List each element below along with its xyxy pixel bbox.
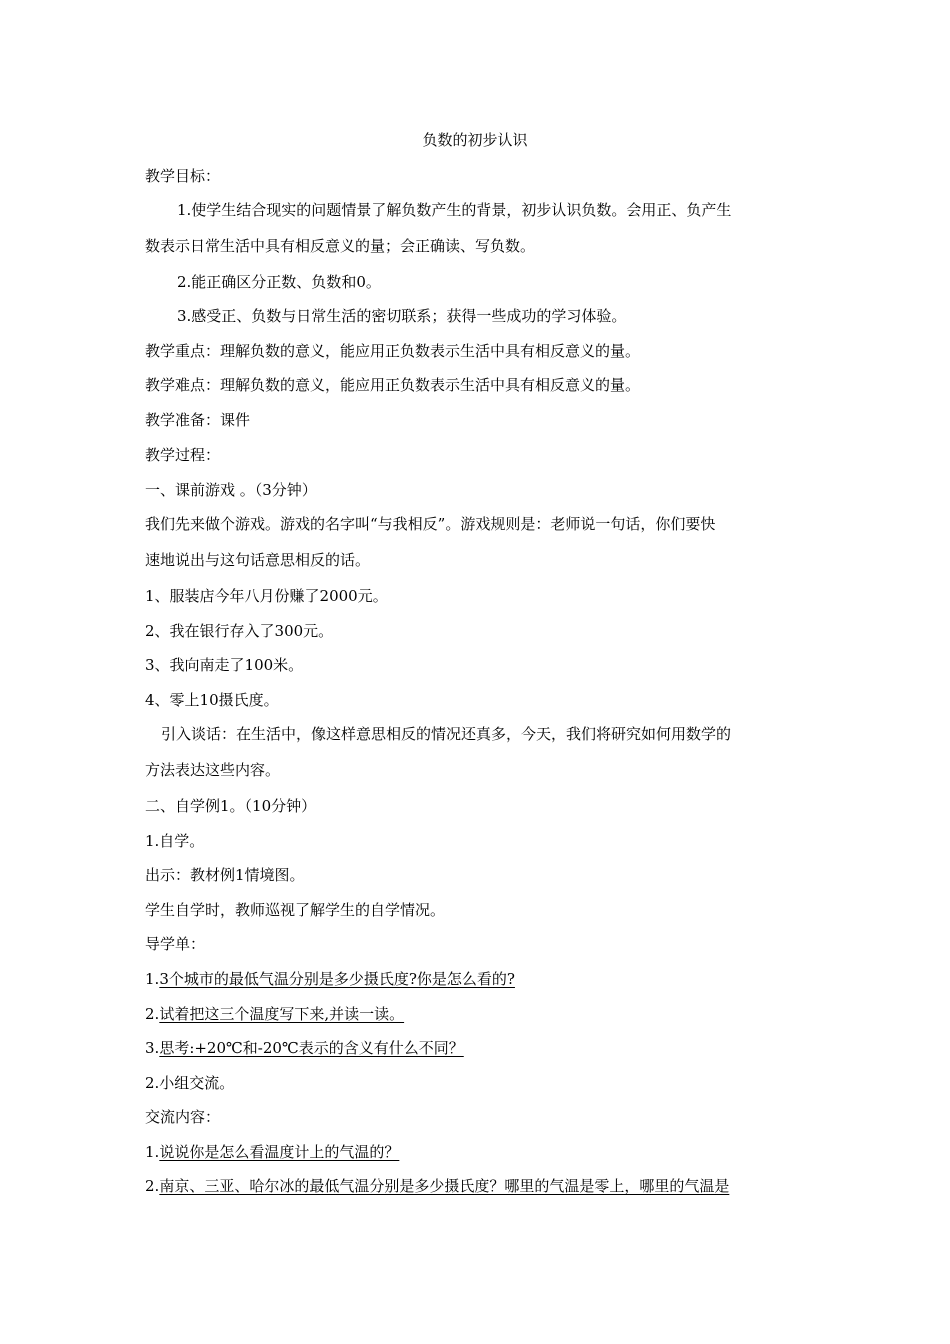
text-line: 我们先来做个游戏。游戏的名字叫“与我相反”。游戏规则是：老师说一句话，你们要快 — [145, 515, 716, 533]
item-number: 3. — [145, 1039, 160, 1057]
underlined-item — [145, 1038, 810, 1058]
item-number: 2. — [145, 1005, 160, 1023]
text-line: 交流内容： — [145, 1108, 221, 1126]
text-line: 数表示日常生活中具有相反意义的量；会正确读、写负数。 — [145, 237, 536, 255]
text-line: 导学单： — [145, 935, 206, 953]
item-number: 2. — [145, 1177, 160, 1195]
underlined-item — [145, 1004, 810, 1024]
list-item: 3、我向南走了100米。 — [145, 656, 304, 674]
list-item: 1、服装店今年八月份赚了2000元。 — [145, 587, 388, 605]
text-line: 方法表达这些内容。 — [145, 761, 281, 779]
item-number: 1. — [145, 970, 160, 988]
item-text: 说说你是怎么看温度计上的气温的？ — [159, 1143, 400, 1161]
list-item: 2、我在银行存入了300元。 — [145, 622, 334, 640]
item-number: 1. — [145, 1143, 160, 1161]
text-line: 3.感受正、负数与日常生活的密切联系；获得一些成功的学习体验。 — [177, 307, 627, 325]
text-line: 学生自学时，教师巡视了解学生的自学情况。 — [145, 901, 446, 919]
section-heading: 一、课前游戏 。（3分钟） — [145, 481, 317, 499]
underlined-item — [145, 969, 810, 989]
text-line: 教学难点：理解负数的意义，能应用正负数表示生活中具有相反意义的量。 — [145, 376, 641, 394]
item-text: 3个城市的最低气温分别是多少摄氏度?你是怎么看的? — [159, 970, 515, 988]
text-line: 教学目标： — [145, 167, 221, 185]
underlined-item — [145, 1142, 810, 1162]
list-item: 4、零上10摄氏度。 — [145, 691, 279, 709]
underlined-item — [145, 1176, 810, 1196]
item-text: 南京、三亚、哈尔冰的最低气温分别是多少摄氏度？哪里的气温是零上，哪里的气温是 — [159, 1177, 730, 1195]
text-line: 1.使学生结合现实的问题情景了解负数产生的背景，初步认识负数。会用正、负产生 — [177, 201, 732, 219]
text-line: 2.能正确区分正数、负数和0。 — [177, 273, 381, 291]
text-line: 教学准备：课件 — [145, 411, 251, 429]
text-line: 教学重点：理解负数的意义，能应用正负数表示生活中具有相反意义的量。 — [145, 342, 641, 360]
item-text: 试着把这三个温度写下来,并读一读。 — [159, 1005, 405, 1023]
text-line: 出示：教材例1情境图。 — [145, 866, 305, 884]
text-line: 2.小组交流。 — [145, 1074, 235, 1092]
text-line: 速地说出与这句话意思相反的话。 — [145, 551, 371, 569]
text-line: 教学过程： — [145, 446, 221, 464]
item-text: 思考:+20℃和-20℃表示的含义有什么不同？ — [159, 1039, 464, 1057]
section-heading: 二、自学例1。（10分钟） — [145, 797, 317, 815]
document-title: 负数的初步认识 — [422, 131, 528, 149]
text-line: 引入谈话：在生活中，像这样意思相反的情况还真多，今天，我们将研究如何用数学的 — [161, 725, 732, 743]
text-line: 1.自学。 — [145, 832, 205, 850]
